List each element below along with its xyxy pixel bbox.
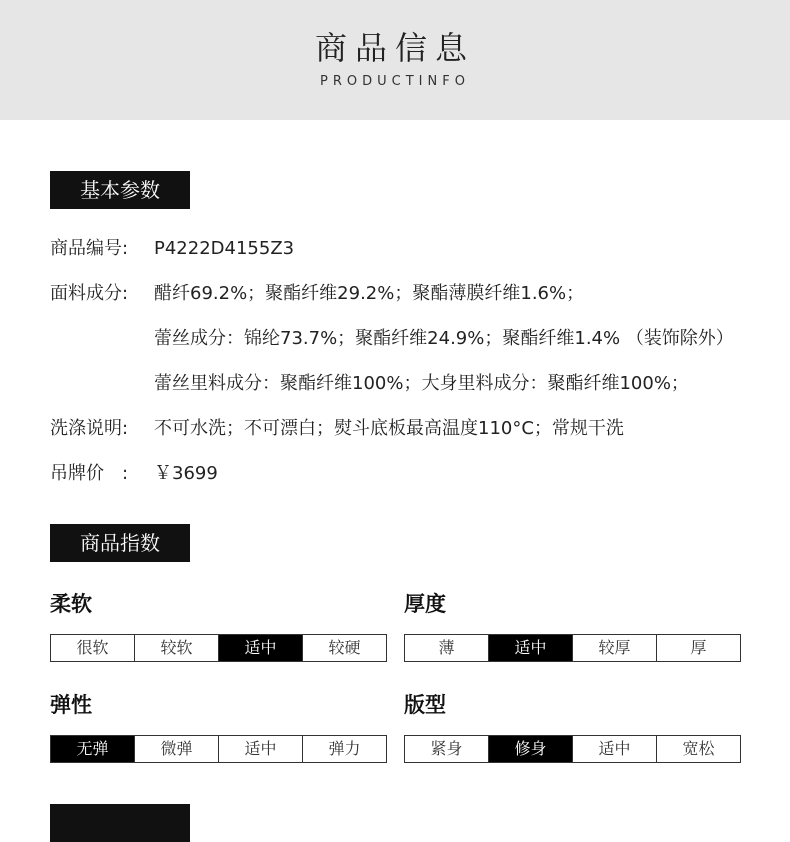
scale-option-selected: 修身 bbox=[489, 736, 573, 762]
page-header bbox=[0, 0, 790, 120]
scale-option: 厚 bbox=[690, 638, 707, 657]
page-subtitle: PRODUCTINFO bbox=[320, 74, 470, 89]
scale-thickness bbox=[404, 634, 741, 662]
scale-option-selected: 适中 bbox=[489, 635, 573, 661]
scale-softness bbox=[50, 634, 387, 662]
scale-option: 微弹 bbox=[135, 736, 219, 762]
index-title-elasticity: 弹性 bbox=[50, 693, 92, 717]
section-label-index: 商品指数 bbox=[50, 524, 190, 562]
fabric-label: 面料成分: bbox=[50, 283, 129, 304]
wash-value: 不可水洗；不可漂白；熨斗底板最高温度110°C；常规干洗 bbox=[154, 418, 624, 439]
scale-option: 紧身 bbox=[405, 736, 489, 762]
fabric-line-1: 醋纤69.2%；聚酯纤维29.2%；聚酯薄膜纤维1.6%； bbox=[154, 283, 585, 304]
product-code-value: P4222D4155Z3 bbox=[154, 238, 295, 259]
scale-option: 薄 bbox=[405, 635, 489, 661]
scale-option: 较软 bbox=[135, 635, 219, 661]
index-title-fit: 版型 bbox=[404, 693, 446, 717]
scale-option: 适中 bbox=[219, 736, 303, 762]
page-title: 商品信息 bbox=[314, 29, 475, 67]
scale-option: 弹力 bbox=[328, 739, 361, 758]
scale-option: 很软 bbox=[51, 635, 135, 661]
index-title-thickness: 厚度 bbox=[404, 592, 446, 616]
scale-elasticity bbox=[50, 735, 387, 763]
scale-fit bbox=[404, 735, 741, 763]
scale-option-selected: 无弹 bbox=[51, 736, 135, 762]
product-code-label: 商品编号: bbox=[50, 238, 129, 259]
price-label: 吊牌价 : bbox=[50, 463, 129, 484]
index-title-softness: 柔软 bbox=[50, 592, 92, 616]
scale-option: 宽松 bbox=[682, 739, 715, 758]
price-value: ￥3699 bbox=[154, 463, 218, 484]
wash-label: 洗涤说明: bbox=[50, 418, 129, 439]
section-label-next bbox=[50, 804, 190, 842]
scale-option: 较厚 bbox=[573, 635, 657, 661]
scale-option: 适中 bbox=[573, 736, 657, 762]
fabric-line-2: 蕾丝成分：锦纶73.7%；聚酯纤维24.9%；聚酯纤维1.4% （装饰除外） bbox=[154, 328, 734, 349]
section-label-basic: 基本参数 bbox=[50, 171, 190, 209]
scale-option: 较硬 bbox=[328, 638, 361, 657]
fabric-line-3: 蕾丝里料成分：聚酯纤维100%；大身里料成分：聚酯纤维100%； bbox=[154, 373, 689, 394]
scale-option-selected: 适中 bbox=[219, 635, 303, 661]
